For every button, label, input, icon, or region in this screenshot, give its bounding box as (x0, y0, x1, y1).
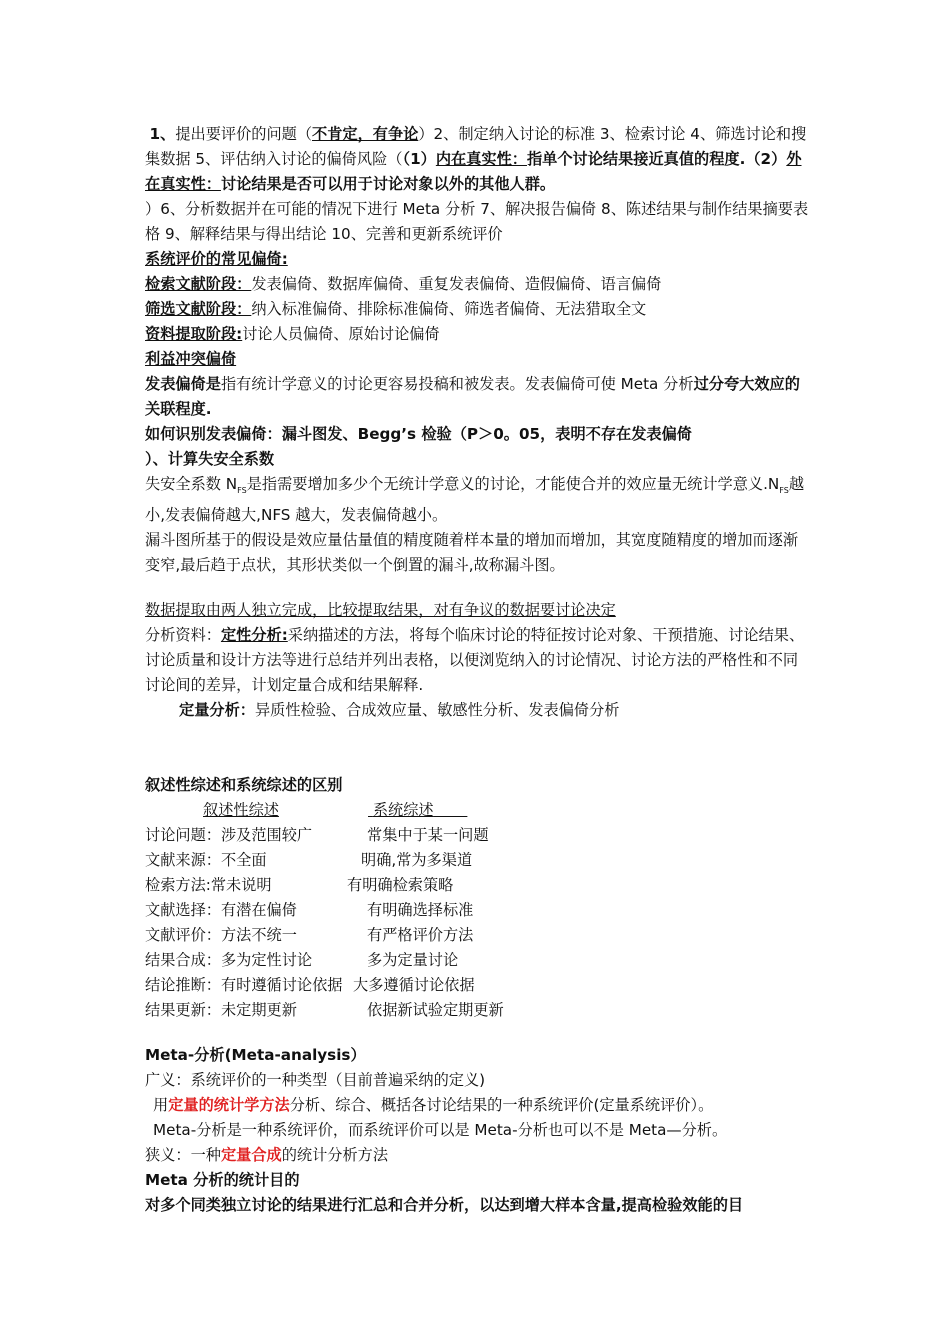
compare-row (145, 848, 811, 873)
text-run: 是指需要增加多少个无统计学意义的讨论，才能使合并的效应量无统计学意义.N (246, 475, 780, 493)
pubbias-identify-cont: ）、计算失安全系数 (145, 450, 275, 468)
steps-paragraph (145, 122, 811, 197)
bias-label: 检索文献阶段： (145, 275, 252, 293)
meta-broad: 广义：系统评价的一种类型（目前普遍采纳的定义) (145, 1071, 486, 1090)
text-run: ）2、制定纳入讨论的标准 3、检索讨论 4、筛选讨论和搜集数据 5、评估纳入讨论的偏倚风险（ (145, 125, 807, 168)
compare-row (145, 998, 811, 1023)
compare-header (145, 798, 811, 823)
cell: 文献评价：方法不统一 (145, 926, 297, 945)
bias-text: 纳入标准偏倚、排除标准偏倚、筛选者偏倚、无法猎取全文 (251, 300, 647, 318)
step-number: 1、 (149, 125, 176, 143)
text-run: 定性分析: (220, 626, 288, 645)
col-header-systematic: 系统综述 (372, 801, 434, 820)
text-run: 外在真实性： (145, 150, 802, 193)
funnel-description: 漏斗图所基于的假设是效应量估量值的精度随着样本量的增加而增加，其宽度随精度的增加而逐渐变窄,最后趋于点状，其形状类似一个倒置的漏斗,故称漏斗图。 (145, 531, 799, 575)
text-run: 提出要评价的问题（ (175, 125, 312, 143)
bias-label: 筛选文献阶段： (145, 300, 252, 318)
cell: 有明确检索策略 (347, 876, 454, 895)
cell: 结果合成：多为定性讨论 (145, 951, 313, 970)
compare-row (145, 898, 811, 923)
subscript: FS (779, 486, 789, 496)
pubbias-definition (145, 372, 811, 422)
text-run: 过分夸大效应的关联程度. (145, 375, 800, 418)
compare-row (145, 973, 811, 998)
bias-text: 讨论人员偏倚、原始讨论偏倚 (242, 325, 440, 343)
cell: 有严格评价方法 (367, 926, 474, 945)
meta-purpose-title: Meta 分析的统计目的 (145, 1171, 300, 1190)
spacer (145, 578, 811, 598)
cell: 明确,常为多渠道 (361, 851, 473, 870)
compare-row (145, 948, 811, 973)
text-run: （1） (402, 150, 436, 168)
text-run: 分析资料： (145, 626, 221, 645)
meta-use (145, 1093, 811, 1118)
document-page (145, 122, 811, 1218)
text-run: 采纳描述的方法，将每个临床讨论的特征按讨论对象、干预措施、讨论结果、讨论质量和设计方法等进行总结并列出表格，以便浏览纳入的讨论情况、讨论方法的严格性和不同讨论间的差异，计划定量合成和结果解释. (145, 626, 805, 695)
meta-title: Meta-分析(Meta-analysis） (145, 1046, 366, 1065)
bias-extract (145, 322, 811, 347)
bias-conflict: 利益冲突偏倚 (145, 350, 237, 368)
text-run: 异质性检验、合成效应量、敏感性分析、发表偏倚分析 (254, 701, 620, 720)
pubbias-identify: 如何识别发表偏倚：漏斗图发、Begg’s 检验（P＞0。05，表明不存在发表偏倚 (145, 425, 692, 443)
cell: 结论推断：有时遵循讨论依据 (145, 976, 343, 995)
text-run: 发表偏倚是 (145, 375, 221, 393)
compare-title: 叙述性综述和系统综述的区别 (145, 776, 343, 795)
text-run: 内在真实性： (435, 150, 527, 168)
steps-paragraph-cont: ）6、分析数据并在可能的情况下进行 Meta 分析 7、解决报告偏倚 8、陈述结果与制作结果摘要表格 9、解释结果与得出结论 10、完善和更新系统评价 (145, 200, 809, 243)
quantitative-analysis (145, 698, 811, 723)
bias-text: 发表偏倚、数据库偏倚、重复发表偏倚、造假偏倚、语言偏倚 (251, 275, 662, 293)
meta-relation: Meta-分析是一种系统评价，而系统评价可以是 Meta-分析也可以不是 Meta—分析。 (153, 1121, 728, 1140)
compare-row (145, 923, 811, 948)
compare-row (145, 823, 811, 848)
text-run: 失安全系数 N (145, 475, 238, 493)
meta-purpose-text: 对多个同类独立讨论的结果进行汇总和合并分析，以达到增大样本含量,提高检验效能的目 (145, 1196, 744, 1215)
col-header-narrative: 叙述性综述 (203, 801, 279, 820)
spacer (145, 1023, 811, 1043)
qualitative-analysis (145, 623, 811, 698)
nfs-definition (145, 472, 811, 528)
cell: 多为定量讨论 (367, 951, 459, 970)
bias-search (145, 272, 811, 297)
text-run: 定量的统计学方法 (168, 1096, 290, 1115)
text-run: 不肯定，有争论 (312, 125, 419, 143)
cell: 常集中于某一问题 (367, 826, 489, 845)
compare-row (145, 873, 811, 898)
bias-label: 资料提取阶段: (145, 325, 243, 343)
cell: 文献来源：不全面 (145, 851, 267, 870)
cell: 结果更新：未定期更新 (145, 1001, 297, 1020)
text-run: 用 (153, 1096, 169, 1115)
bias-screen (145, 297, 811, 322)
spacer (145, 723, 811, 773)
bias-heading: 系统评价的常见偏倚: (145, 250, 288, 268)
subscript: FS (237, 486, 247, 496)
cell: 大多遵循讨论依据 (353, 976, 475, 995)
cell: 讨论问题：涉及范围较广 (145, 826, 313, 845)
text-run: 定量分析： (179, 701, 255, 720)
extract-line: 数据提取由两人独立完成，比较提取结果，对有争议的数据要讨论决定 (145, 601, 616, 620)
cell: 检索方法:常未说明 (145, 876, 272, 895)
text-run: 狭义：一种 (145, 1146, 221, 1165)
cell: 文献选择：有潜在偏倚 (145, 901, 297, 920)
cell: 有明确选择标准 (367, 901, 474, 920)
text-run: 的统计分析方法 (281, 1146, 388, 1165)
text-run: 越小,发表偏倚越大,NFS 越大，发表偏倚越小。 (145, 475, 804, 525)
text-run: 指单个讨论结果接近真值的程度.（2） (526, 150, 787, 168)
text-run: 讨论结果是否可以用于讨论对象以外的其他人群。 (220, 175, 556, 193)
text-run: 定量合成 (220, 1146, 282, 1165)
cell: 依据新试验定期更新 (367, 1001, 504, 1020)
text-run: 指有统计学意义的讨论更容易投稿和被发表。发表偏倚可使 Meta 分析 (220, 375, 694, 393)
meta-narrow (145, 1143, 811, 1168)
text-run: 分析、综合、概括各讨论结果的一种系统评价(定量系统评价）。 (289, 1096, 714, 1115)
